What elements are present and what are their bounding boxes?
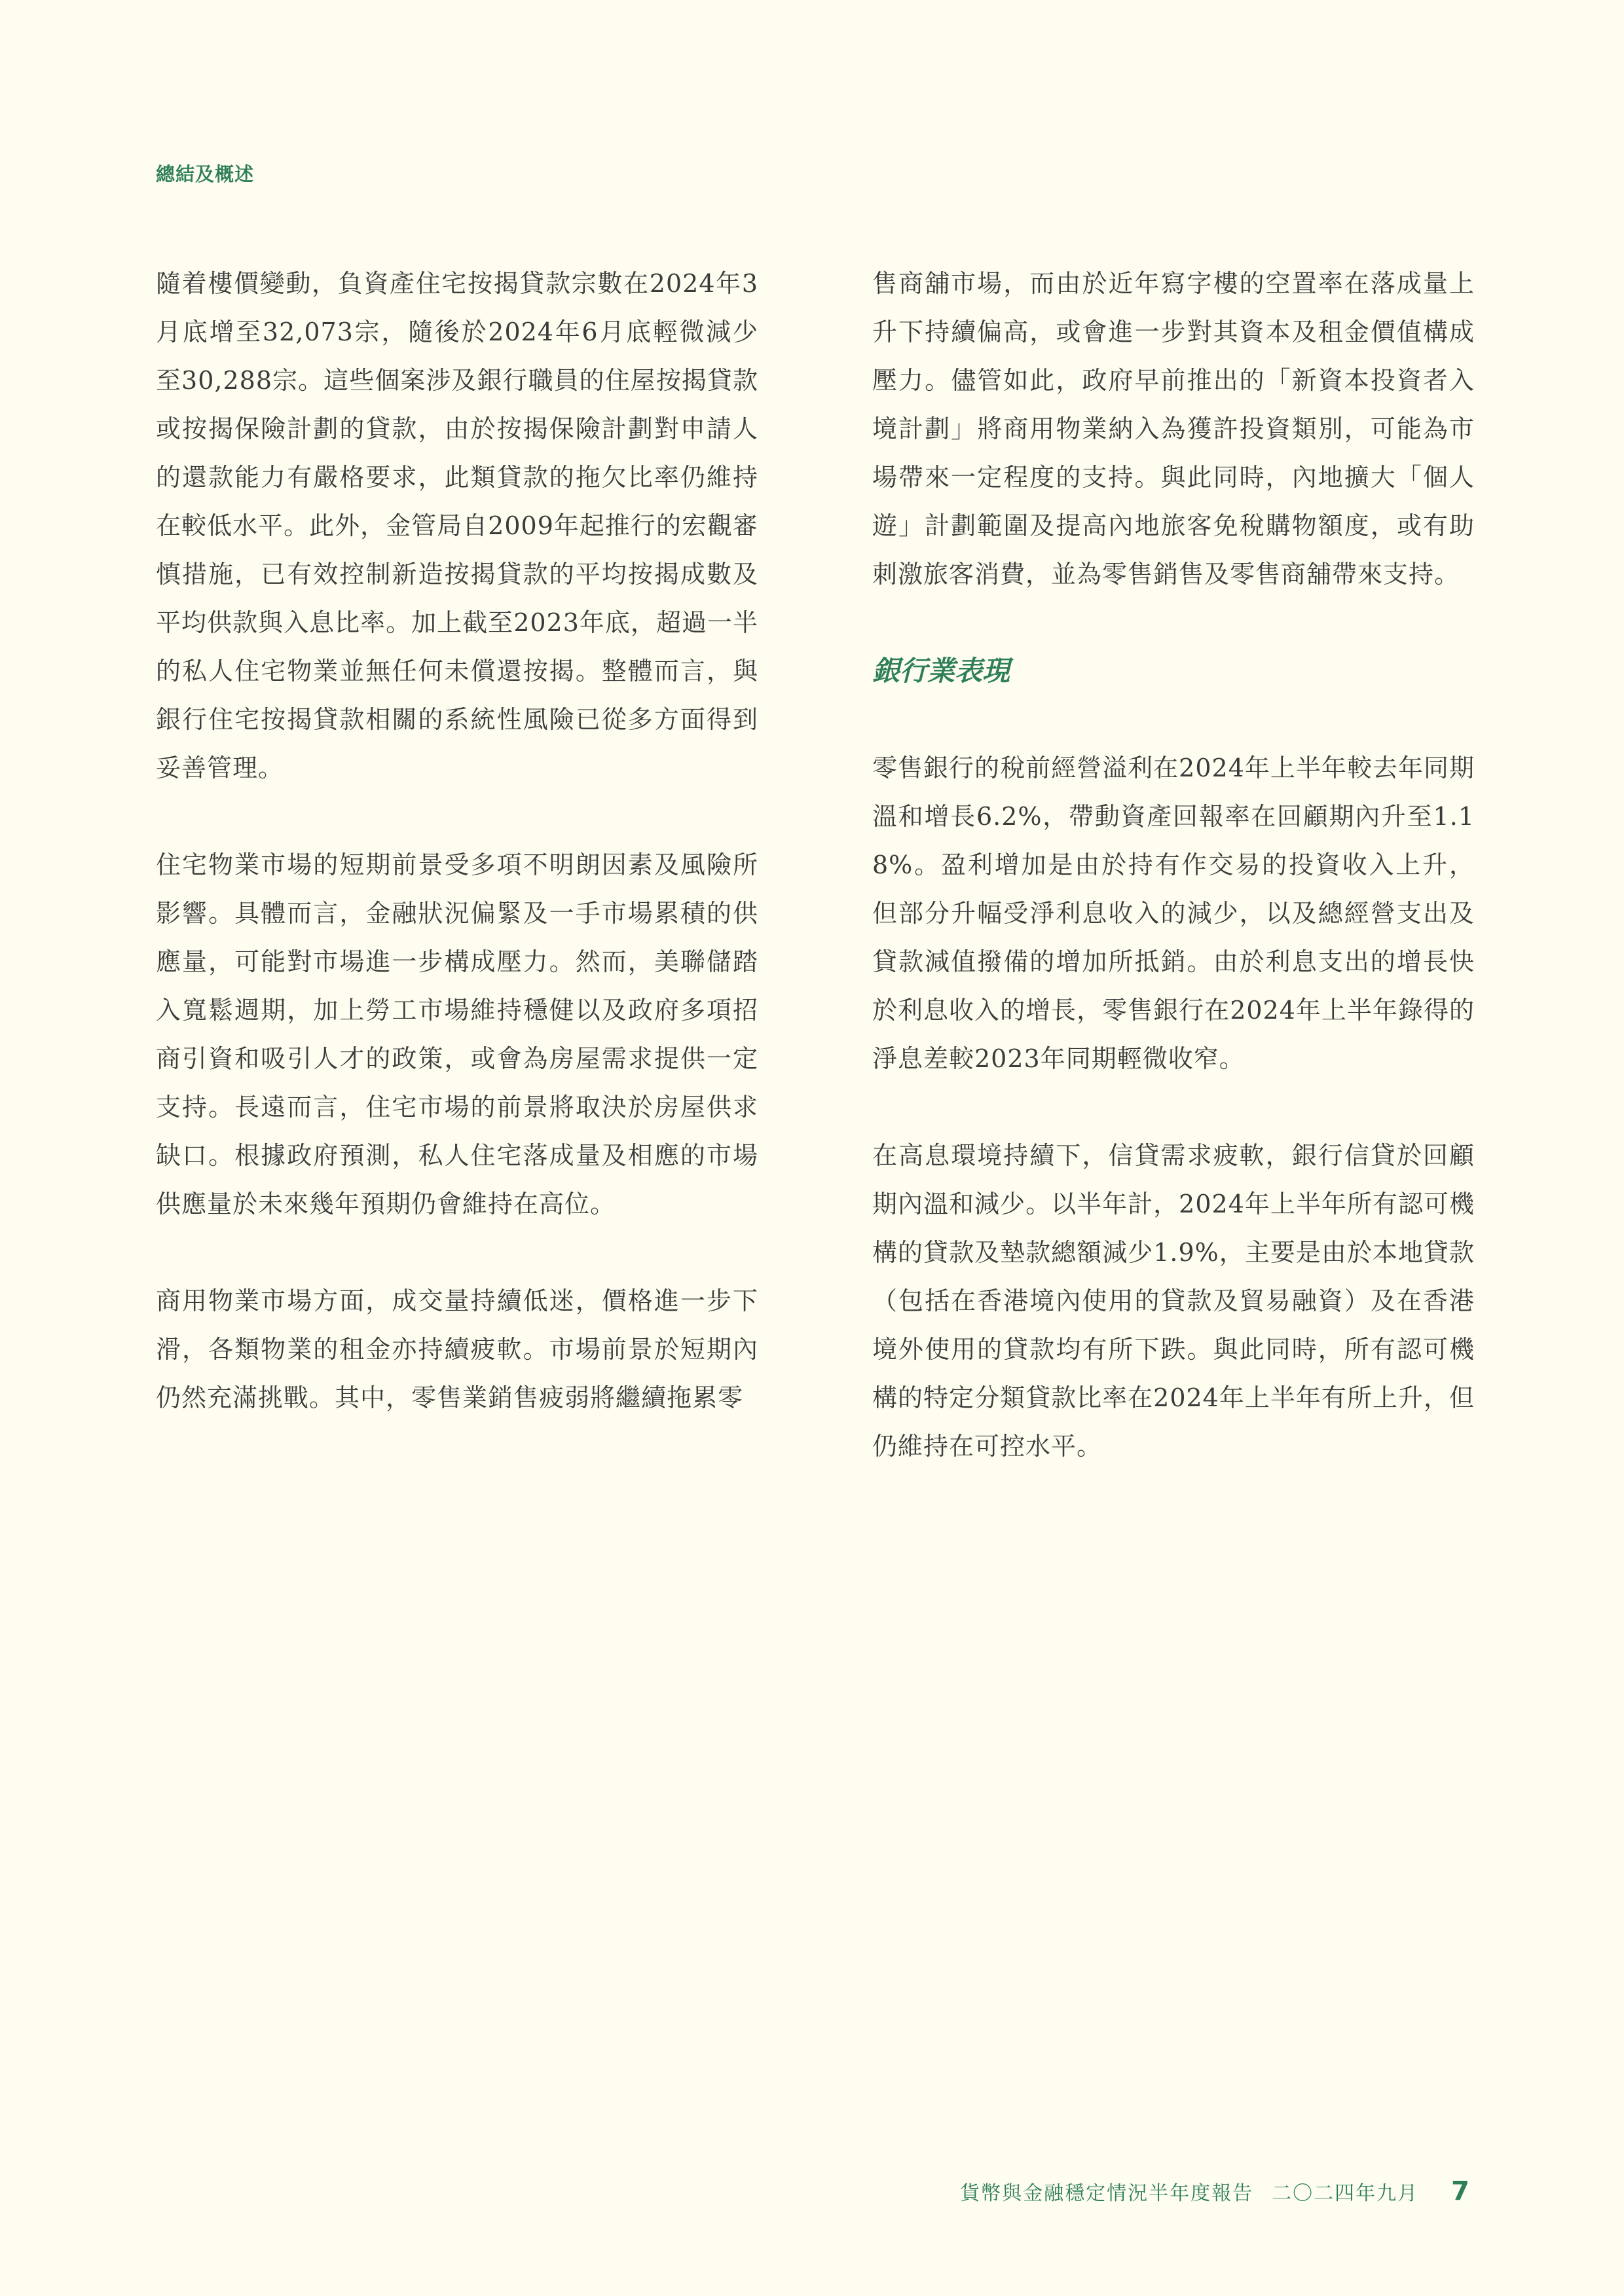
footer-report-title: 貨幣與金融穩定情況半年度報告 xyxy=(960,2182,1254,2205)
paragraph-credit-demand: 在高息環境持續下，信貸需求疲軟，銀行信貸於回顧期內溫和減少。以半年計，2024年上半年所有認可機構的貸款及墊款總額減少1.9%，主要是由於本地貸款（包括在香港境內使用的貸款及貿易融資）及在香港境外使用的貸款均有所下跌。與此同時，所有認可機構的特定分類貸款比率在2024年上半年有所上升，但仍維持在可控水平。 xyxy=(872,1141,1475,1461)
footer-date: 二〇二四年九月 xyxy=(1272,2182,1419,2205)
paragraph-retail-shops-continued: 售商舖市場，而由於近年寫字樓的空置率在落成量上升下持續偏高，或會進一步對其資本及租金價值構成壓力。儘管如此，政府早前推出的「新資本投資者入境計劃」將商用物業納入為獲許投資類別，可能為市場帶來一定程度的支持。與此同時，內地擴大「個人遊」計劃範圍及提高內地旅客免稅購物額度，或有助刺激旅客消費，並為零售銷售及零售商舖帶來支持。 xyxy=(872,269,1475,589)
section-tag: 總結及概述 xyxy=(156,163,255,185)
right-column xyxy=(872,259,1475,1470)
paragraph-residential-outlook: 住宅物業市場的短期前景受多項不明朗因素及風險所影響。具體而言，金融狀況偏緊及一手市場累積的供應量，可能對市場進一步構成壓力。然而，美聯儲踏入寬鬆週期，加上勞工市場維持穩健以及政府多項招商引資和吸引人才的政策，或會為房屋需求提供一定支持。長遠而言，住宅市場的前景將取決於房屋供求缺口。根據政府預測，私人住宅落成量及相應的市場供應量於未來幾年預期仍會維持在高位。 xyxy=(156,850,758,1218)
banking-performance-heading: 銀行業表現 xyxy=(872,655,1010,687)
page-footer xyxy=(960,2176,1469,2206)
paragraph-retail-bank-profit: 零售銀行的稅前經營溢利在2024年上半年較去年同期溫和增長6.2%，帶動資產回報率在回顧期內升至1.18%。盈利增加是由於持有作交易的投資收入上升，但部分升幅受淨利息收入的減少，以及總經營支出及貸款減值撥備的增加所抵銷。由於利息支出的增長快於利息收入的增長，零售銀行在2024年上半年錄得的淨息差較2023年同期輕微收窄。 xyxy=(872,754,1475,1073)
left-column xyxy=(156,259,758,1422)
paragraph-negative-equity: 隨着樓價變動，負資產住宅按揭貸款宗數在2024年3月底增至32,073宗，隨後於2024年6月底輕微減少至30,288宗。這些個案涉及銀行職員的住屋按揭貸款或按揭保險計劃的貸款，由於按揭保險計劃對申請人的還款能力有嚴格要求，此類貸款的拖欠比率仍維持在較低水平。此外，金管局自2009年起推行的宏觀審慎措施，已有效控制新造按揭貸款的平均按揭成數及平均供款與入息比率。加上截至2023年底，超過一半的私人住宅物業並無任何未償還按揭。整體而言，與銀行住宅按揭貸款相關的系統性風險已從多方面得到妥善管理。 xyxy=(156,269,758,782)
page-number: 7 xyxy=(1451,2176,1469,2206)
paragraph-commercial-property: 商用物業市場方面，成交量持續低迷，價格進一步下滑，各類物業的租金亦持續疲軟。市場前景於短期內仍然充滿挑戰。其中，零售業銷售疲弱將繼續拖累零 xyxy=(156,1286,758,1412)
